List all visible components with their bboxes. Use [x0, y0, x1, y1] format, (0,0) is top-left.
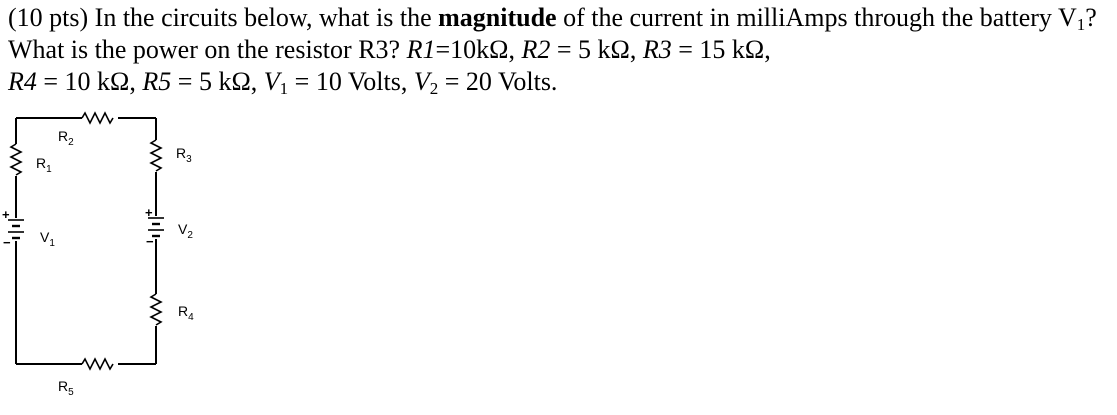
points-label: (10 pts) [8, 3, 89, 32]
r5-resistor [82, 359, 113, 369]
circuit-diagram [0, 96, 240, 411]
v1-label: $V_1$ [40, 229, 55, 249]
emphasis-text: magnitude [438, 3, 557, 32]
v1-plus-sign: + [2, 207, 10, 222]
v2-label: $V_2$ [178, 221, 193, 241]
circuit-wires [11, 113, 161, 369]
r1-label: $R_1$ [36, 155, 52, 175]
v2-minus-sign: − [146, 234, 154, 249]
r4-resistor [151, 294, 161, 325]
v2-plus-sign: + [145, 205, 153, 220]
r4-label: $R_4$ [178, 303, 194, 323]
r5-label: $R_5$ [58, 378, 74, 398]
r3-label: $R_3$ [176, 145, 192, 165]
v1-minus-sign: − [3, 235, 11, 250]
r2-label: $R_2$ [58, 128, 74, 148]
r3-resistor [151, 140, 161, 171]
r2-resistor [82, 113, 113, 123]
r1-resistor [11, 144, 21, 175]
question-text: (10 pts) In the circuits below, what is the magnitude of the current in milliAmps through the battery $V_1$? What is the power on the resistor R3? R1=10kΩ, R2 = 5 kΩ, R3 = 15 kΩ, R4 = 10 kΩ, R5 = 5 kΩ, $V_1 = 10$ Volts, $V_2 = 20$ Volts. [8, 3, 1097, 98]
